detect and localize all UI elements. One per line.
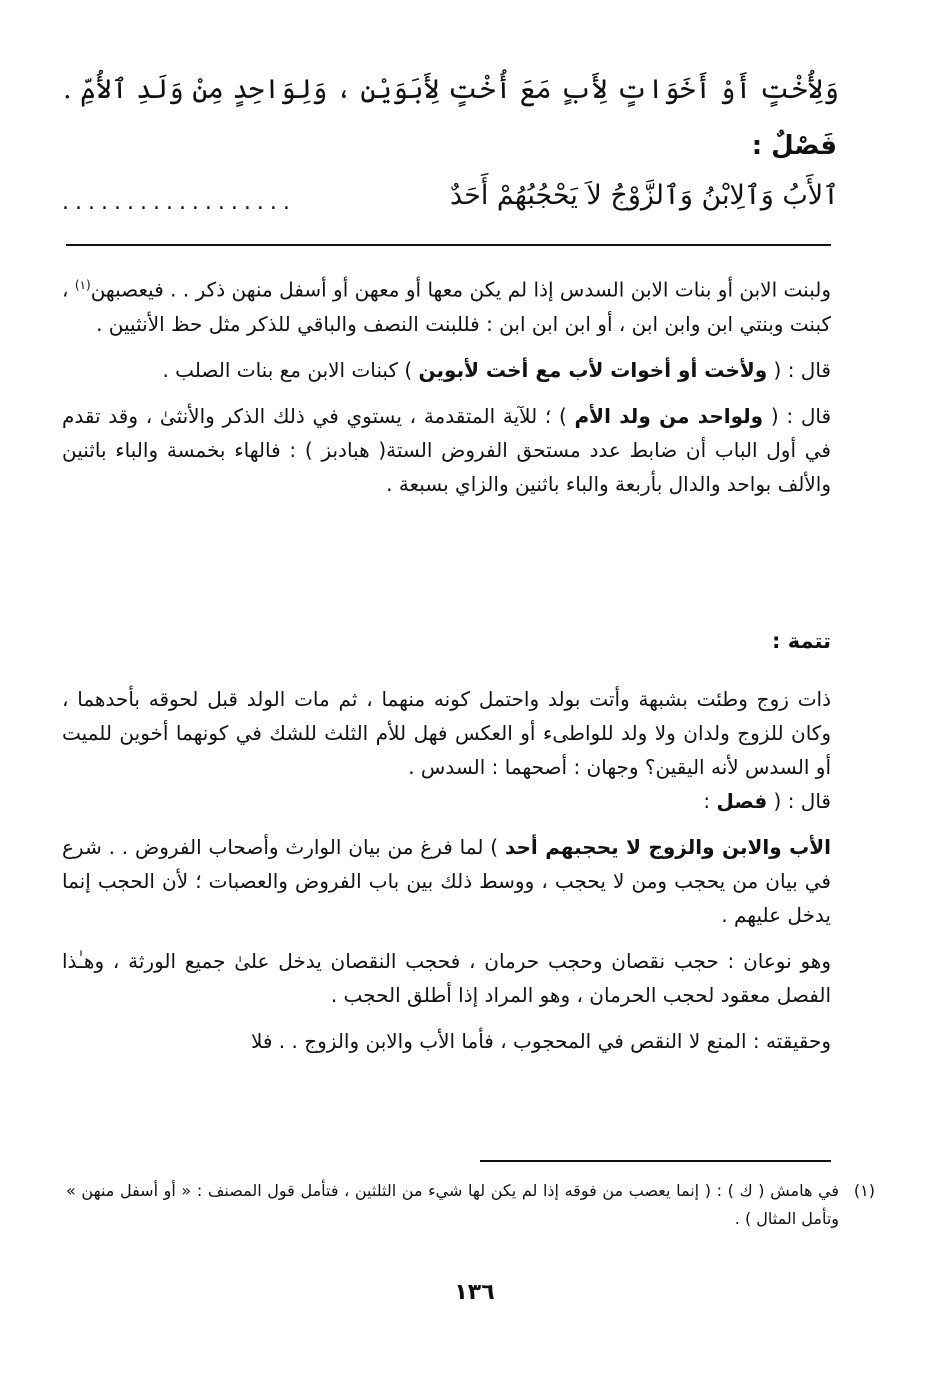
matn-line-3-dots: ..................: [62, 190, 296, 215]
paragraph-7: وهو نوعان : حجب نقصان وحجب حرمان ، فحجب النقصان يدخل علىٰ جميع الورثة ، وهـٰذا الفصل معقود لحجب الحرمان ، وهو المراد إذا أطلق الحجب .: [62, 949, 831, 1007]
paragraph-6: [62, 830, 831, 932]
tatimma-heading: تتمة :: [772, 629, 831, 653]
paragraph-3-pre: قال : (: [770, 403, 832, 428]
footnote-separator-rule: [480, 1160, 831, 1162]
paragraph-5: [62, 784, 831, 818]
footnote: [66, 1177, 875, 1233]
paragraph-5-pre: قال : (: [773, 789, 831, 813]
commentary-block-1: [62, 268, 831, 501]
footnote-number: (١): [853, 1181, 875, 1200]
fasl-heading: فَصْلٌ :: [751, 131, 837, 161]
paragraph-4: ذات زوج وطئت بشبهة وأتت بولد واحتمل كونه منهما ، ثم مات الولد قبل لحوقه بأحدهما ، وكان للزوج ولدان ولا ولد للواطىء أو العكس فهل للأم الثلث للشك في كونهما أخوين للميت أو السدس لأنه اليقين؟ وجهان : أصحهما : السدس .: [62, 687, 831, 779]
paragraph-2: [62, 353, 831, 387]
paragraph-1-text: ولبنت الابن أو بنات الابن السدس إذا لم يكن معها أو معهن أو أسفل منهن ذكر . . فيعصبهن: [90, 277, 831, 302]
matn-line-1-text: وَلِأُخْتٍ أَوْ أَخَوَاتٍ لِأَبٍ مَعَ أُخْتٍ لِأَبَوَيْنِ ، وَلِوَاحِدٍ مِنْ وَلَدِ ٱلأُمِّ .: [62, 74, 839, 105]
paragraph-3-post: ) ؛ للآية المتقدمة ، يستوي في ذلك الذكر والأنثىٰ ، وقد تقدم في أول الباب أن ضابط عدد مستحق الفروض الستة( هبادبز ) : فالهاء بخمسة والباء باثنين والألف بواحد والدال بأربعة والباء باثنين والزاي بسبعة .: [62, 403, 831, 496]
page-number: ١٣٦: [454, 1280, 495, 1305]
matn-separator-rule: [66, 244, 831, 246]
matn-line-3: [450, 176, 839, 216]
paragraph-2-pre: قال : (: [773, 357, 831, 382]
paragraph-2-post: ) كبنات الابن مع بنات الصلب .: [162, 357, 413, 382]
paragraph-5-post: :: [703, 789, 711, 813]
paragraph-5-bold: فصل: [716, 789, 768, 813]
commentary-block-2: [62, 682, 831, 1058]
paragraph-8: وحقيقته : المنع لا النقص في المحجوب ، فأما الأب والابن والزوج . . فلا: [250, 1029, 831, 1053]
paragraph-3-bold: ولواحد من ولد الأم: [574, 403, 764, 428]
paragraph-1: [62, 268, 831, 341]
paragraph-6-post: ) لما فرغ من بيان الوارث وأصحاب الفروض . . شرع في بيان من يحجب ومن لا يحجب ، ووسط ذلك بين باب الفروض والعصبات ؛ لأن الحجب إنما يدخل عليهم .: [62, 835, 831, 927]
footnote-text: في هامش ( ك ) : ( إنما يعصب من فوقه إذا لم يكن لها شيء من الثلثين ، فتأمل قول المصنف : « أو أسفل منهن » وتأمل المثال ) .: [66, 1181, 839, 1228]
paragraph-1-rest: ، كبنت وبنتي ابن وابن ابن ، أو ابن ابن ابن : فللبنت النصف والباقي للذكر مثل حظ الأنثيين .: [62, 277, 831, 336]
matn-line-1: [63, 70, 839, 110]
paragraph-6-bold: الأب والابن والزوج لا يحجبهم أحد: [504, 835, 831, 859]
footnote-ref-1: (١): [74, 278, 91, 292]
matn-line-3-text: ٱلأَبُ وَٱلِابْنُ وَٱلزَّوْجُ لاَ يَحْجُبُهُمْ أَحَدٌ: [449, 180, 839, 211]
paragraph-3: [62, 399, 831, 501]
paragraph-2-bold: ولأخت أو أخوات لأب مع أخت لأبوين: [418, 357, 768, 382]
